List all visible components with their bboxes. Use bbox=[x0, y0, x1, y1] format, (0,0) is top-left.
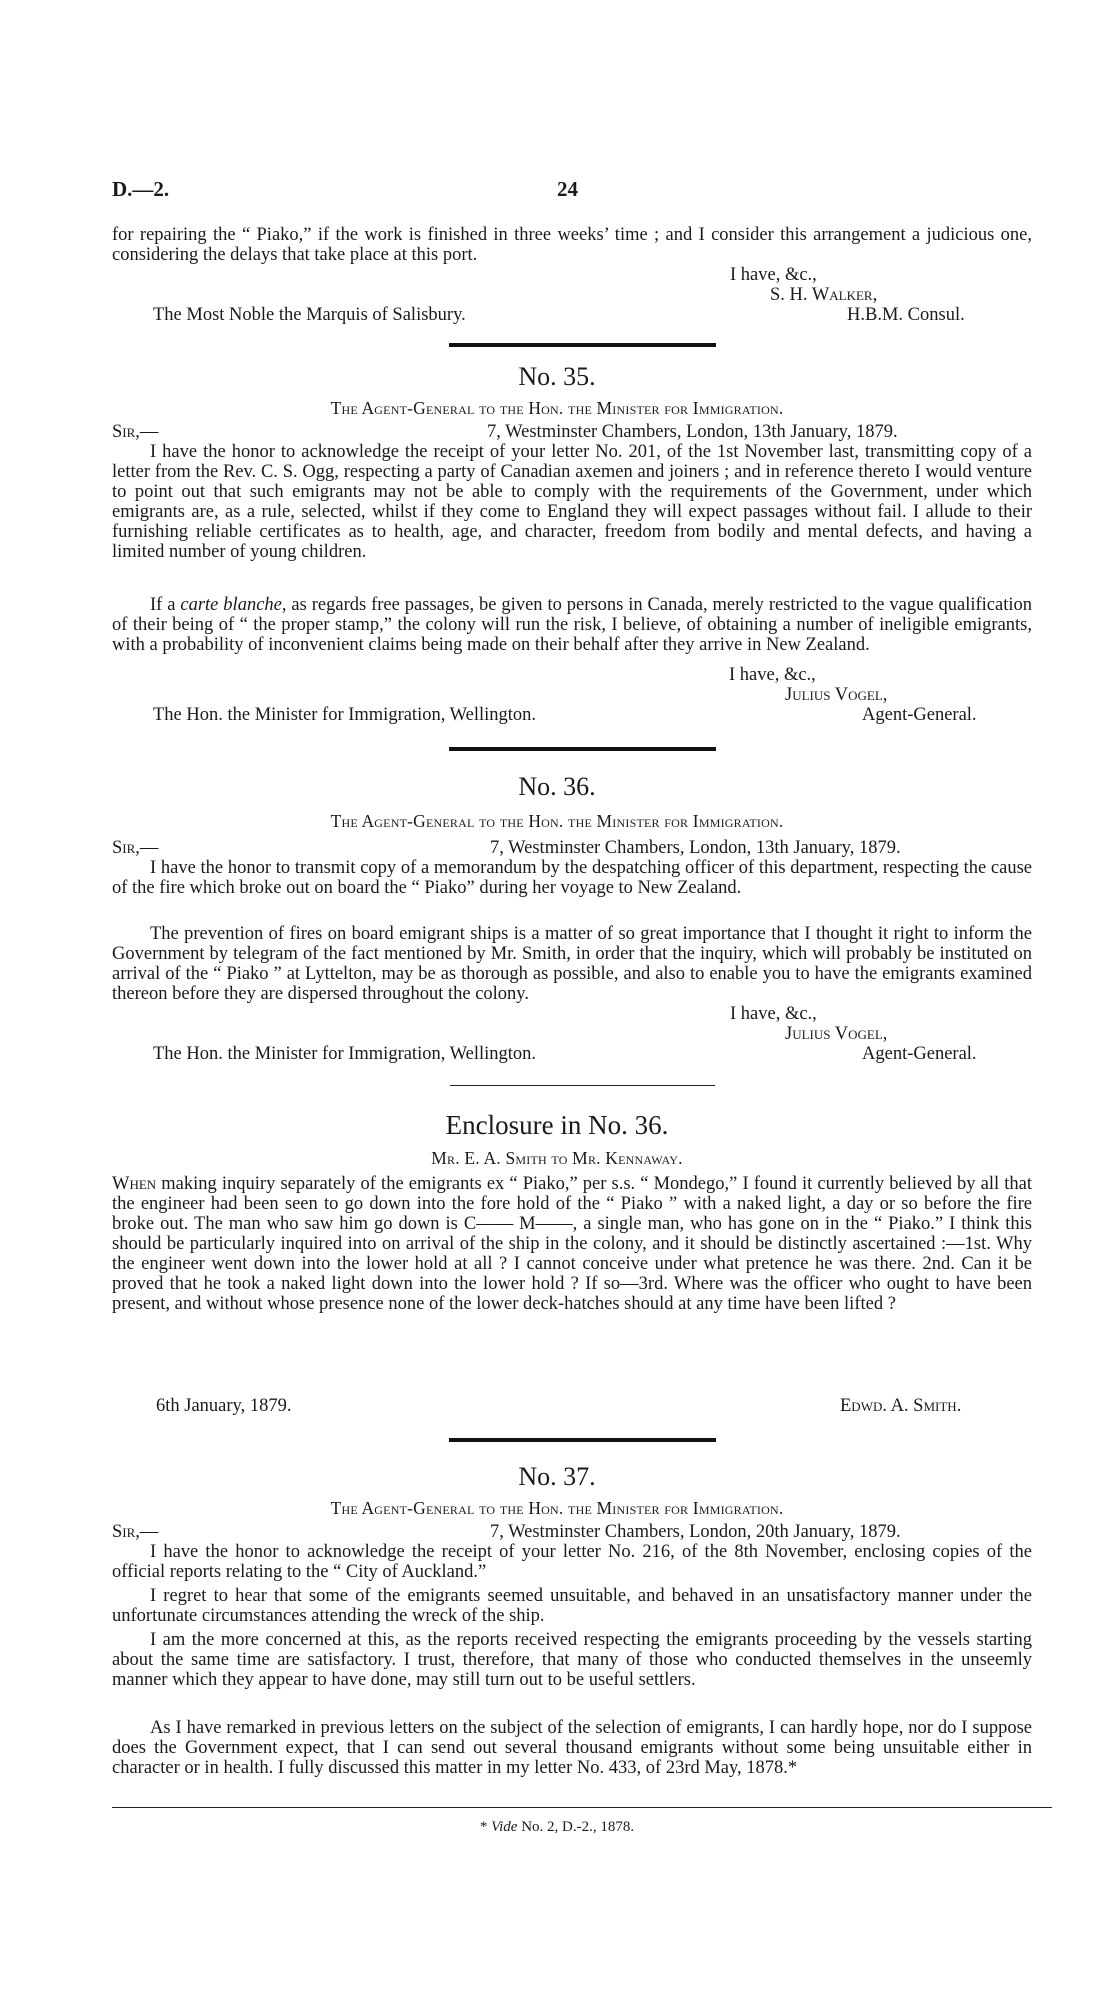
paragraph: The prevention of fires on board emigrant ships is a matter of so great importance that I thought it right to inform the Government by telegram of the fact mentioned by Mr. Smith, in order that the inquiry, which will probably be instituted on arrival of the “ Piako ” at Lyttelton, may be as thorough as possible, and also to enable you to have the emigrants examined thereon before they are dispersed throughout the colony. bbox=[112, 924, 1032, 1004]
closing: I have, &c., bbox=[730, 1004, 817, 1024]
addressee: The Hon. the Minister for Immigration, Wellington. bbox=[153, 705, 537, 725]
italic-phrase: carte blanche bbox=[180, 595, 282, 615]
signer-title: H.B.M. Consul. bbox=[847, 305, 965, 325]
lead-word: When bbox=[112, 1174, 157, 1194]
footnote bbox=[0, 1818, 1114, 1836]
salutation: Sir,— bbox=[112, 838, 159, 858]
enclosure-subtitle: Mr. E. A. Smith to Mr. Kennaway. bbox=[431, 1148, 683, 1168]
paragraph: I have the honor to transmit copy of a memorandum by the despatching officer of this department, respecting the cause of the fire which broke out on board the “ Piako” during her voyage to New Zealand. bbox=[112, 858, 1032, 898]
closing: I have, &c., bbox=[729, 665, 816, 685]
signer-title: Agent-General. bbox=[862, 1044, 977, 1064]
dateline: 7, Westminster Chambers, London, 20th January, 1879. bbox=[490, 1522, 901, 1542]
text-run: , as regards free passages, be given to persons in Canada, merely restricted to the vague qualification of their being of “ the proper stamp,” the colony will run the risk, I believe, of obtaining a number of ineligible emigrants, with a probability of inconvenient claims being made on their behalf after they arrive in New Zealand. bbox=[112, 595, 1032, 655]
letter-number: No. 35. bbox=[518, 362, 596, 391]
document-reference: D.—2. bbox=[112, 177, 170, 201]
paragraph: As I have remarked in previous letters on the subject of the selection of emigrants, I can hardly hope, nor do I suppose does the Government expect, that I can send out several thousand emigrants without some being unsuitable either in character or in health. I fully discussed this matter in my letter No. 433, of 23rd May, 1878.* bbox=[112, 1718, 1032, 1778]
dateline: 7, Westminster Chambers, London, 13th January, 1879. bbox=[490, 838, 901, 858]
footnote-rule bbox=[112, 1807, 1052, 1808]
addressee: The Hon. the Minister for Immigration, Wellington. bbox=[153, 1044, 537, 1064]
paragraph bbox=[112, 1174, 1032, 1314]
section-divider bbox=[449, 1438, 716, 1442]
enclosure-title: Enclosure in No. 36. bbox=[445, 1110, 669, 1140]
paragraph: I am the more concerned at this, as the reports received respecting the emigrants proceeding by the vessels starting about the same time are satisfactory. I trust, therefore, that many of those who conducted themselves in the unseemly manner which they appear to have done, may still turn out to be useful settlers. bbox=[112, 1630, 1032, 1690]
signer: Edwd. A. Smith. bbox=[840, 1396, 962, 1416]
paragraph: I have the honor to acknowledge the receipt of your letter No. 216, of the 8th November, enclosing copies of the official reports relating to the “ City of Auckland.” bbox=[112, 1542, 1032, 1582]
paragraph: I have the honor to acknowledge the receipt of your letter No. 201, of the 1st November last, transmitting copy of a letter from the Rev. C. S. Ogg, respecting a party of Canadian axemen and joiners ; and in reference thereto I would venture to point out that such emigrants may not be able to comply with the requirements of the Government, under which emigrants are, as a rule, selected, whilst if they come to England they will expect passages without fail. I allude to their furnishing reliable certificates as to health, age, and character, freedom from bodily and mental defects, and having a limited number of young children. bbox=[112, 442, 1032, 562]
letter-subtitle: The Agent-General to the Hon. the Minister for Immigration. bbox=[330, 1498, 784, 1518]
signer-title: Agent-General. bbox=[862, 705, 977, 725]
salutation: Sir,— bbox=[112, 422, 159, 442]
signer: S. H. Walker, bbox=[770, 285, 878, 305]
dateline: 7, Westminster Chambers, London, 13th January, 1879. bbox=[487, 422, 898, 442]
paragraph: for repairing the “ Piako,” if the work is finished in three weeks’ time ; and I consider this arrangement a judicious one, considering the delays that take place at this port. bbox=[112, 225, 1032, 265]
footnote-text: No. 2, D.-2., 1878. bbox=[517, 1819, 635, 1835]
signer: Julius Vogel, bbox=[785, 1024, 888, 1044]
paragraph: I regret to hear that some of the emigrants seemed unsuitable, and behaved in an unsatisfactory manner under the unfortunate circumstances attending the wreck of the ship. bbox=[112, 1586, 1032, 1626]
section-divider bbox=[449, 747, 716, 751]
enclosure-date: 6th January, 1879. bbox=[156, 1396, 292, 1416]
letter-number: No. 36. bbox=[518, 772, 596, 801]
letter-subtitle: The Agent-General to the Hon. the Minister for Immigration. bbox=[330, 398, 784, 418]
letter-subtitle: The Agent-General to the Hon. the Minister for Immigration. bbox=[330, 811, 784, 831]
page-number: 24 bbox=[557, 177, 578, 201]
paragraph bbox=[112, 595, 1032, 655]
salutation: Sir,— bbox=[112, 1522, 159, 1542]
footnote-mark: * bbox=[479, 1819, 488, 1835]
addressee: The Most Noble the Marquis of Salisbury. bbox=[153, 305, 466, 325]
section-divider bbox=[450, 1085, 715, 1086]
signer: Julius Vogel, bbox=[785, 685, 888, 705]
text-run: making inquiry separately of the emigrants ex “ Piako,” per s.s. “ Mondego,” I found it currently believed by all that the engineer had been seen to go down into the fore hold of the “ Piako ” with a naked light, a day or so before the fire broke out. The man who saw him go down is C—— M——, a single man, who has gone on in the “ Piako.” I think this should be particularly inquired into on arrival of the ship in the colony, and it should be distinctly ascertained :—1st. Why the engineer went down into the lower hold at all ? I cannot conceive under what pretence he was there. 2nd. Can it be proved that he took a naked light down into the lower hold ? If so—3rd. Where was the officer who ought to have been present, and without whose presence none of the lower deck-hatches should at any time have been lifted ? bbox=[112, 1174, 1032, 1314]
footnote-italic: Vide bbox=[491, 1819, 518, 1835]
section-divider bbox=[449, 343, 716, 347]
letter-number: No. 37. bbox=[518, 1462, 596, 1491]
closing: I have, &c., bbox=[730, 265, 817, 285]
text-run: If a bbox=[150, 595, 181, 615]
